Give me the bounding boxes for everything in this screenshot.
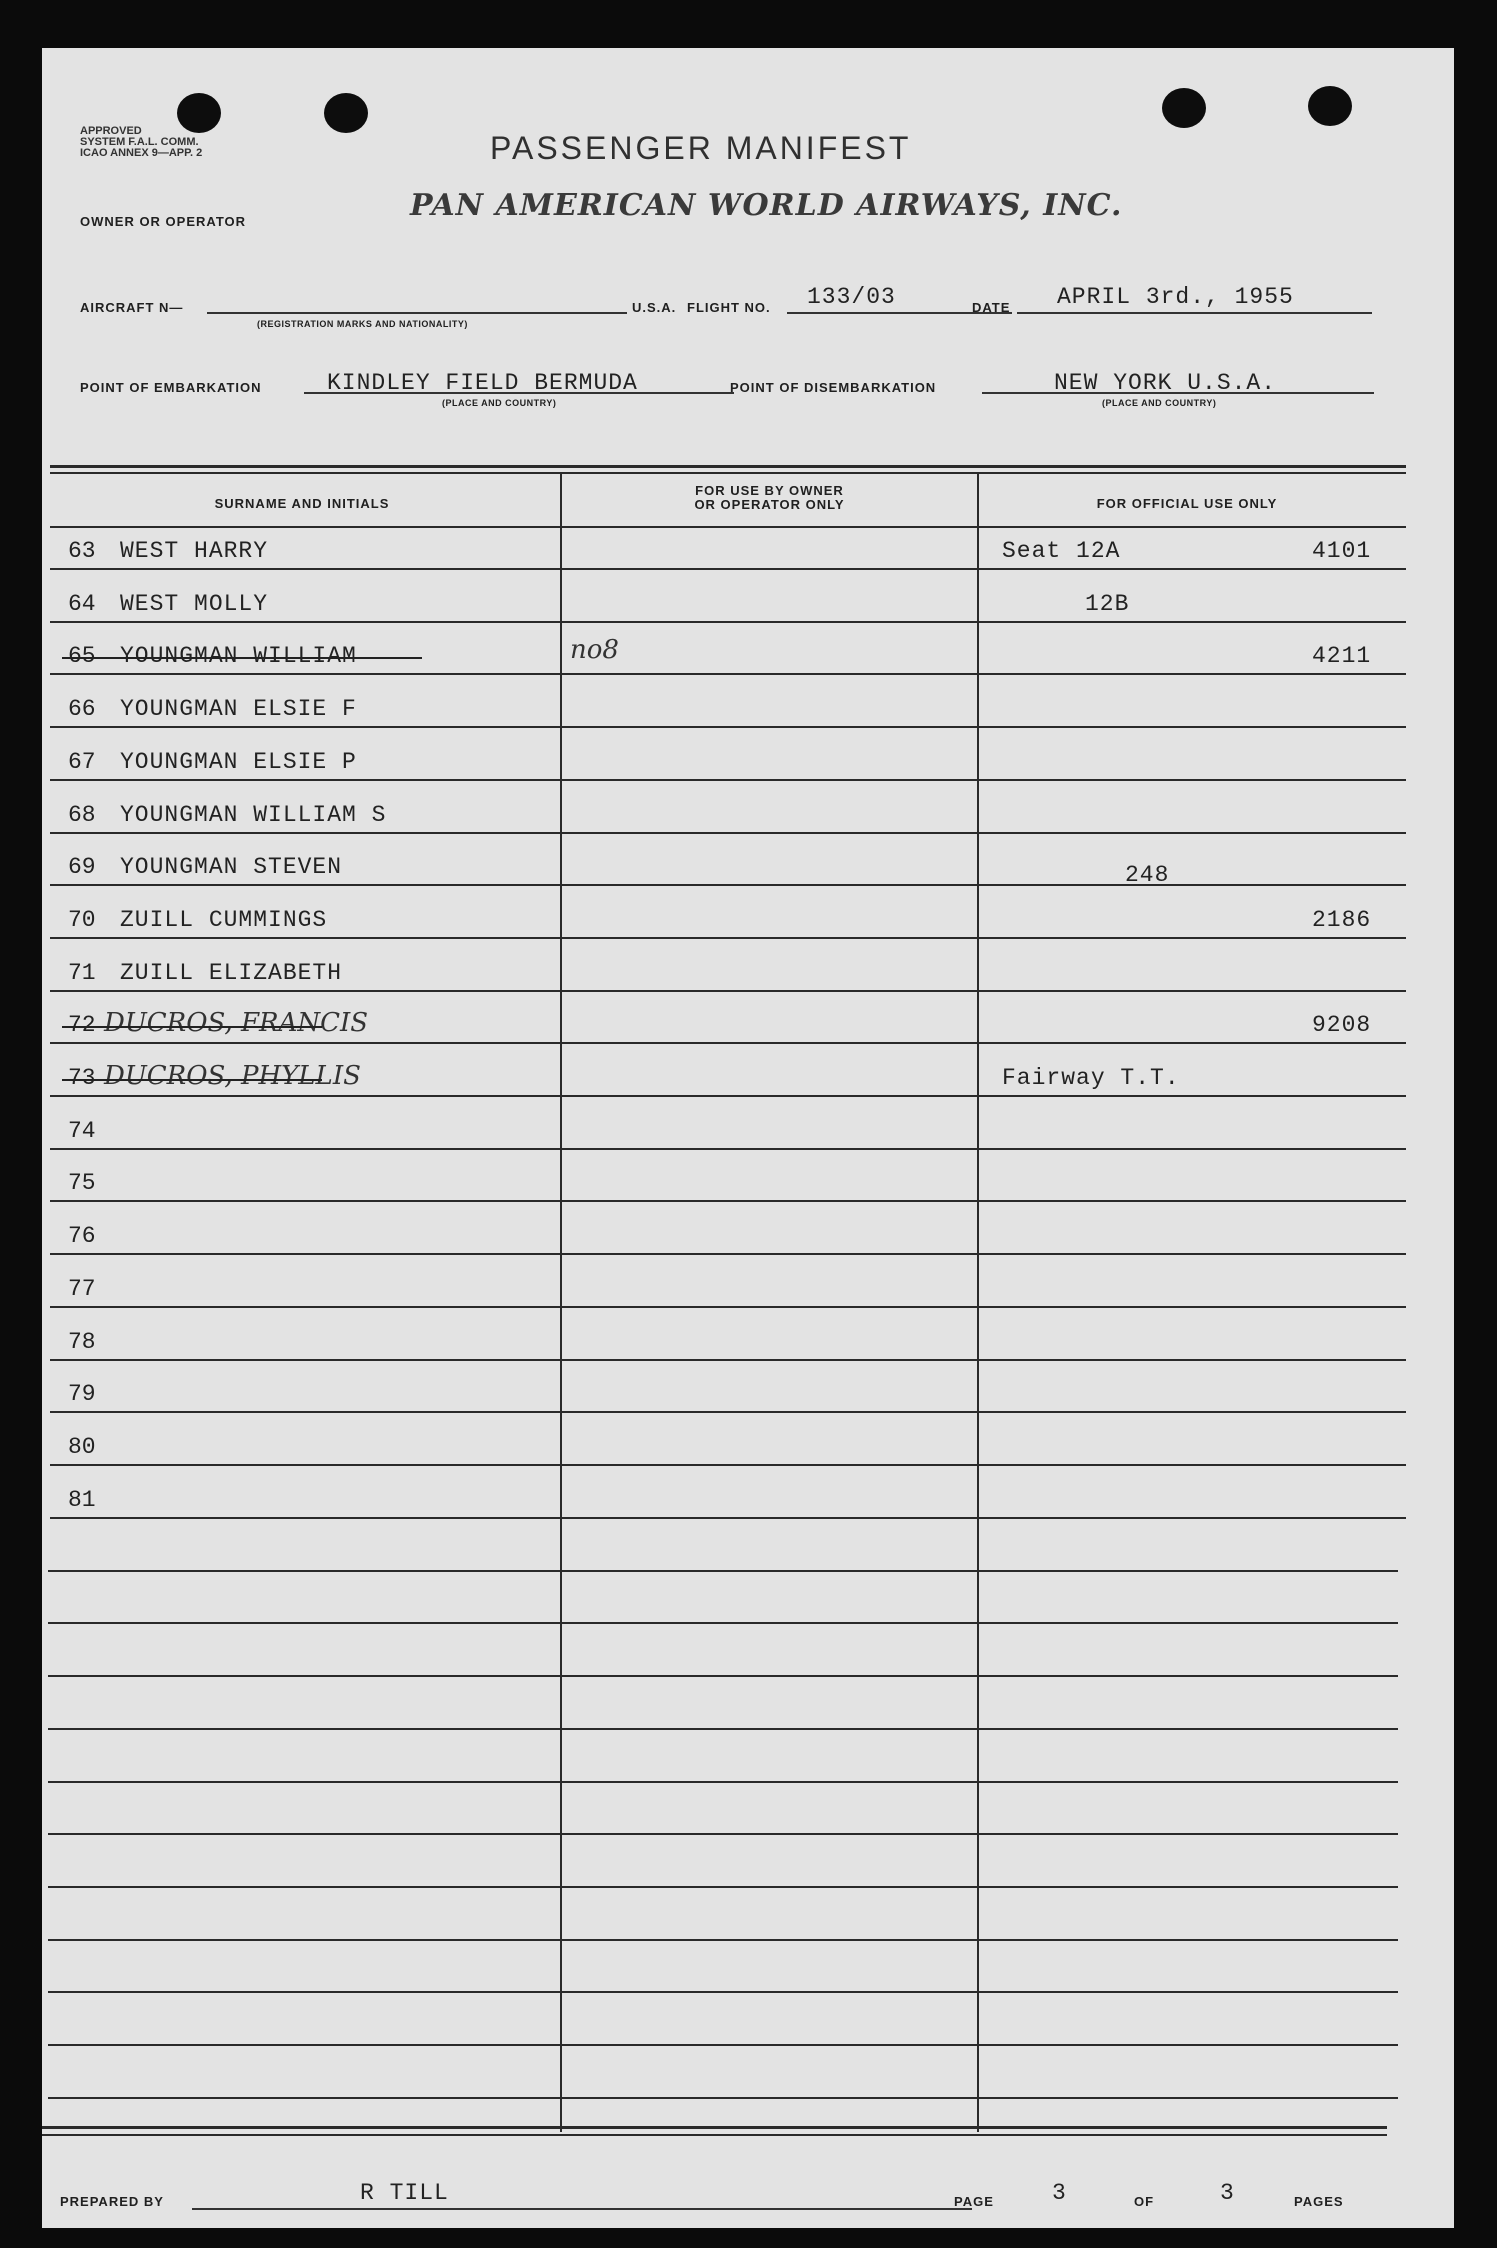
disembarkation-point: NEW YORK U.S.A. bbox=[1054, 370, 1277, 396]
header-rule bbox=[50, 526, 1406, 528]
row-rule bbox=[50, 779, 1406, 781]
row-number: 77 bbox=[68, 1276, 96, 1302]
row-number: 76 bbox=[68, 1223, 96, 1249]
row-number: 63 bbox=[68, 538, 96, 564]
blank-row-rule bbox=[48, 1991, 1398, 1993]
blank-row-rule bbox=[48, 1939, 1398, 1941]
official-note: 12B bbox=[1085, 591, 1130, 617]
official-code: 9208 bbox=[1312, 1012, 1372, 1038]
manifest-sheet bbox=[42, 48, 1454, 2228]
table-top-rule bbox=[50, 472, 1406, 474]
row-number: 75 bbox=[68, 1170, 96, 1196]
passenger-name: ZUILL CUMMINGS bbox=[120, 907, 328, 933]
row-rule bbox=[50, 1042, 1406, 1044]
airline-name: PAN AMERICAN WORLD AIRWAYS, INC. bbox=[410, 188, 1123, 223]
strikethrough-mark bbox=[62, 1026, 322, 1028]
usa-label: U.S.A. bbox=[632, 300, 677, 315]
passenger-name: WEST HARRY bbox=[120, 538, 269, 564]
passenger-name: YOUNGMAN WILLIAM bbox=[120, 643, 357, 669]
column-header-official: FOR OFFICIAL USE ONLY bbox=[1096, 496, 1278, 511]
official-note: 248 bbox=[1125, 862, 1170, 888]
row-rule bbox=[50, 1359, 1406, 1361]
row-number: 65 bbox=[68, 643, 96, 669]
passenger-name: YOUNGMAN ELSIE F bbox=[120, 696, 357, 722]
official-note: Seat 12A bbox=[1002, 538, 1121, 564]
page-total: 3 bbox=[1220, 2180, 1235, 2206]
official-note: Fairway T.T. bbox=[1002, 1065, 1180, 1091]
row-rule bbox=[50, 832, 1406, 834]
blank-row-rule bbox=[48, 1728, 1398, 1730]
row-number: 78 bbox=[68, 1329, 96, 1355]
table-top-rule bbox=[50, 465, 1406, 468]
column-divider bbox=[977, 474, 979, 2132]
blank-row-rule bbox=[48, 2097, 1398, 2099]
embarkation-label: POINT OF EMBARKATION bbox=[80, 380, 262, 395]
official-code: 2186 bbox=[1312, 907, 1372, 933]
row-number: 64 bbox=[68, 591, 96, 617]
strikethrough-mark bbox=[62, 657, 422, 659]
of-label: OF bbox=[1134, 2194, 1155, 2209]
row-number: 74 bbox=[68, 1118, 96, 1144]
approval-note bbox=[80, 126, 202, 159]
blank-row-rule bbox=[48, 1833, 1398, 1835]
owner-label: OWNER OR OPERATOR bbox=[80, 214, 247, 229]
prepared-by: R TILL bbox=[360, 2180, 449, 2206]
row-rule bbox=[50, 568, 1406, 570]
flight-number: 133/03 bbox=[807, 284, 896, 310]
column-header-owner-line: FOR USE BY OWNER bbox=[695, 483, 844, 498]
row-rule bbox=[50, 1517, 1406, 1519]
row-number: 80 bbox=[68, 1434, 96, 1460]
blank-row-rule bbox=[48, 1622, 1398, 1624]
binder-hole bbox=[1162, 88, 1206, 128]
row-rule bbox=[50, 937, 1406, 939]
column-header-owner bbox=[572, 484, 967, 512]
row-number: 66 bbox=[68, 696, 96, 722]
column-header-owner-line: OR OPERATOR ONLY bbox=[694, 497, 845, 512]
flight-label: FLIGHT NO. bbox=[687, 300, 771, 315]
blank-row-rule bbox=[48, 1675, 1398, 1677]
row-number: 71 bbox=[68, 960, 96, 986]
passenger-name: WEST MOLLY bbox=[120, 591, 269, 617]
row-number: 67 bbox=[68, 749, 96, 775]
row-rule bbox=[50, 1095, 1406, 1097]
passenger-name: DUCROS, PHYLLIS bbox=[104, 1061, 361, 1091]
pages-label: PAGES bbox=[1294, 2194, 1344, 2209]
passenger-name: YOUNGMAN ELSIE P bbox=[120, 749, 357, 775]
owner-note: no8 bbox=[570, 635, 619, 665]
row-number: 81 bbox=[68, 1487, 96, 1513]
date-field-line bbox=[1017, 312, 1372, 314]
row-rule bbox=[50, 673, 1406, 675]
row-rule bbox=[50, 1464, 1406, 1466]
official-code: 4211 bbox=[1312, 643, 1372, 669]
row-rule bbox=[50, 621, 1406, 623]
flight-date: APRIL 3rd., 1955 bbox=[1057, 284, 1294, 310]
row-number: 69 bbox=[68, 854, 96, 880]
row-number: 68 bbox=[68, 802, 96, 828]
passenger-name: YOUNGMAN STEVEN bbox=[120, 854, 343, 880]
page-number: 3 bbox=[1052, 2180, 1067, 2206]
row-rule bbox=[50, 884, 1406, 886]
row-rule bbox=[50, 990, 1406, 992]
table-bottom-rule bbox=[42, 2126, 1387, 2129]
row-rule bbox=[50, 1148, 1406, 1150]
approval-line: SYSTEM F.A.L. COMM. bbox=[80, 136, 199, 148]
column-header-surname: SURNAME AND INITIALS bbox=[214, 496, 390, 511]
row-rule bbox=[50, 1411, 1406, 1413]
binder-hole bbox=[1308, 86, 1352, 126]
embarkation-point: KINDLEY FIELD BERMUDA bbox=[327, 370, 638, 396]
page-title: PASSENGER MANIFEST bbox=[490, 130, 912, 166]
row-rule bbox=[50, 726, 1406, 728]
passenger-name: YOUNGMAN WILLIAM S bbox=[120, 802, 387, 828]
strikethrough-mark bbox=[62, 1079, 322, 1081]
row-rule bbox=[50, 1253, 1406, 1255]
aircraft-field-line bbox=[207, 312, 627, 314]
blank-row-rule bbox=[48, 1781, 1398, 1783]
passenger-name: DUCROS, FRANCIS bbox=[104, 1008, 369, 1038]
disembarkation-label: POINT OF DISEMBARKATION bbox=[730, 380, 937, 395]
official-code: 4101 bbox=[1312, 538, 1372, 564]
aircraft-label: AIRCRAFT N— bbox=[80, 300, 184, 315]
approval-line: ICAO ANNEX 9—APP. 2 bbox=[80, 147, 203, 159]
row-number: 79 bbox=[68, 1381, 96, 1407]
blank-row-rule bbox=[48, 1886, 1398, 1888]
row-number: 73 bbox=[68, 1065, 96, 1091]
page-label: PAGE bbox=[954, 2194, 994, 2209]
date-label: DATE bbox=[972, 300, 1011, 315]
table-bottom-rule bbox=[42, 2134, 1387, 2136]
column-divider bbox=[560, 474, 562, 2132]
registration-caption: (REGISTRATION MARKS AND NATIONALITY) bbox=[257, 319, 468, 329]
row-rule bbox=[50, 1200, 1406, 1202]
row-rule bbox=[50, 1306, 1406, 1308]
approval-line: APPROVED bbox=[80, 125, 142, 137]
binder-hole bbox=[324, 93, 368, 133]
row-number: 70 bbox=[68, 907, 96, 933]
passenger-name: ZUILL ELIZABETH bbox=[120, 960, 343, 986]
place-caption: (PLACE AND COUNTRY) bbox=[442, 398, 557, 408]
prepared-label: PREPARED BY bbox=[60, 2194, 164, 2209]
place-caption: (PLACE AND COUNTRY) bbox=[1102, 398, 1217, 408]
blank-row-rule bbox=[48, 1570, 1398, 1572]
blank-row-rule bbox=[48, 2044, 1398, 2046]
row-number: 72 bbox=[68, 1012, 96, 1038]
prepared-field-line bbox=[192, 2208, 972, 2210]
